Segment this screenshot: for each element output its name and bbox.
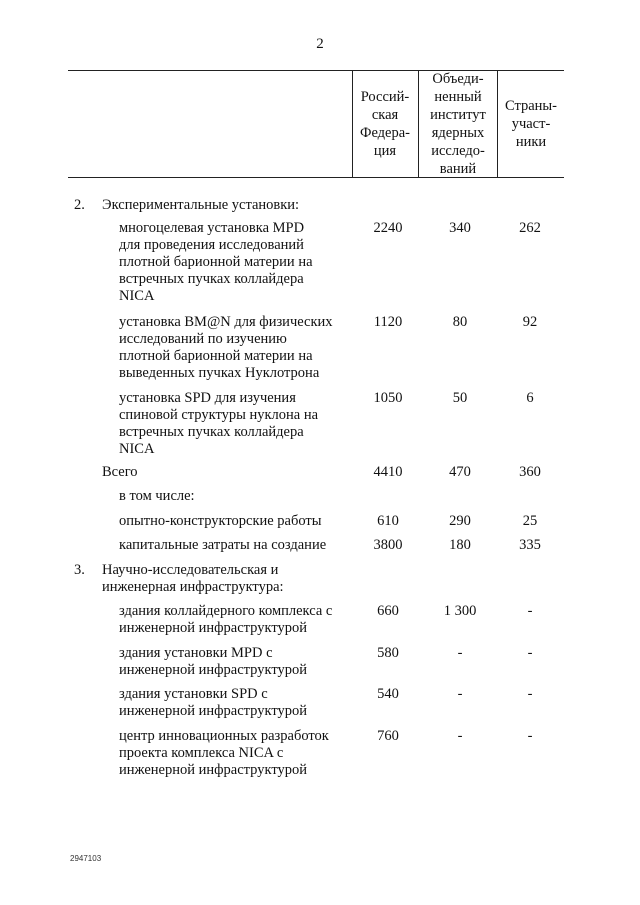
page-number: 2 xyxy=(316,36,324,52)
value-rf: 1120 xyxy=(373,314,403,330)
value-countries: 6 xyxy=(526,390,534,406)
column-header-participating-countries: Страны- участ- ники xyxy=(504,97,557,150)
value-jinr: 470 xyxy=(449,464,471,480)
table-header-bottom-rule xyxy=(68,177,564,178)
row-label: Всего xyxy=(102,464,138,480)
value-countries: - xyxy=(527,728,533,744)
row-label: в том числе: xyxy=(119,488,195,504)
value-rf: 540 xyxy=(377,686,399,702)
value-jinr: 80 xyxy=(452,314,468,330)
column-header-russian-federation: Россий- ская Федера- ция xyxy=(359,88,411,159)
value-jinr: 1 300 xyxy=(443,603,477,619)
value-rf: 580 xyxy=(377,645,399,661)
section-title: Научно-исследовательская и инженерная инфраструктура: xyxy=(102,562,284,595)
value-rf: 1050 xyxy=(373,390,403,406)
table-header xyxy=(68,70,564,177)
section-number: 2. xyxy=(74,197,85,213)
value-rf: 4410 xyxy=(373,464,403,480)
row-label: капитальные затраты на создание xyxy=(119,537,327,553)
value-countries: 92 xyxy=(522,314,538,330)
value-jinr: - xyxy=(457,686,463,702)
value-countries: 335 xyxy=(519,537,541,553)
row-label: здания установки SPD с инженерной инфраструктурой xyxy=(119,686,307,719)
value-countries: 360 xyxy=(519,464,541,480)
value-countries: - xyxy=(527,686,533,702)
value-jinr: 50 xyxy=(452,390,468,406)
row-label: установка BM@N для физических исследований по изучению плотной барионной материи на выведенных пучках Нуклотрона xyxy=(119,314,333,381)
document-code: 2947103 xyxy=(70,854,102,863)
value-countries: - xyxy=(527,645,533,661)
value-countries: 25 xyxy=(522,513,538,529)
row-label: многоцелевая установка MPD для проведения исследований плотной барионной материи на встречных пучках коллайдера NICA xyxy=(119,220,313,304)
value-countries: - xyxy=(527,603,533,619)
value-rf: 660 xyxy=(377,603,399,619)
value-jinr: - xyxy=(457,645,463,661)
value-countries: 262 xyxy=(519,220,541,236)
row-label: здания коллайдерного комплекса с инженерной инфраструктурой xyxy=(119,603,333,636)
row-label: центр инновационных разработок проекта комплекса NICA с инженерной инфраструктурой xyxy=(119,728,329,778)
row-label: здания установки MPD с инженерной инфраструктурой xyxy=(119,645,307,678)
section-title: Экспериментальные установки: xyxy=(102,197,300,213)
value-rf: 2240 xyxy=(373,220,403,236)
section-number: 3. xyxy=(74,562,85,578)
value-jinr: 340 xyxy=(449,220,471,236)
row-label: опытно-конструкторские работы xyxy=(119,513,322,529)
value-rf: 610 xyxy=(377,513,399,529)
value-jinr: 290 xyxy=(449,513,471,529)
value-jinr: 180 xyxy=(449,537,471,553)
value-jinr: - xyxy=(457,728,463,744)
value-rf: 760 xyxy=(377,728,399,744)
column-header-jinr: Объеди- ненный институт ядерных исследо- ваний xyxy=(430,70,486,177)
value-rf: 3800 xyxy=(373,537,403,553)
row-label: установка SPD для изучения спиновой структуры нуклона на встречных пучках коллайдера NICA xyxy=(119,390,319,457)
